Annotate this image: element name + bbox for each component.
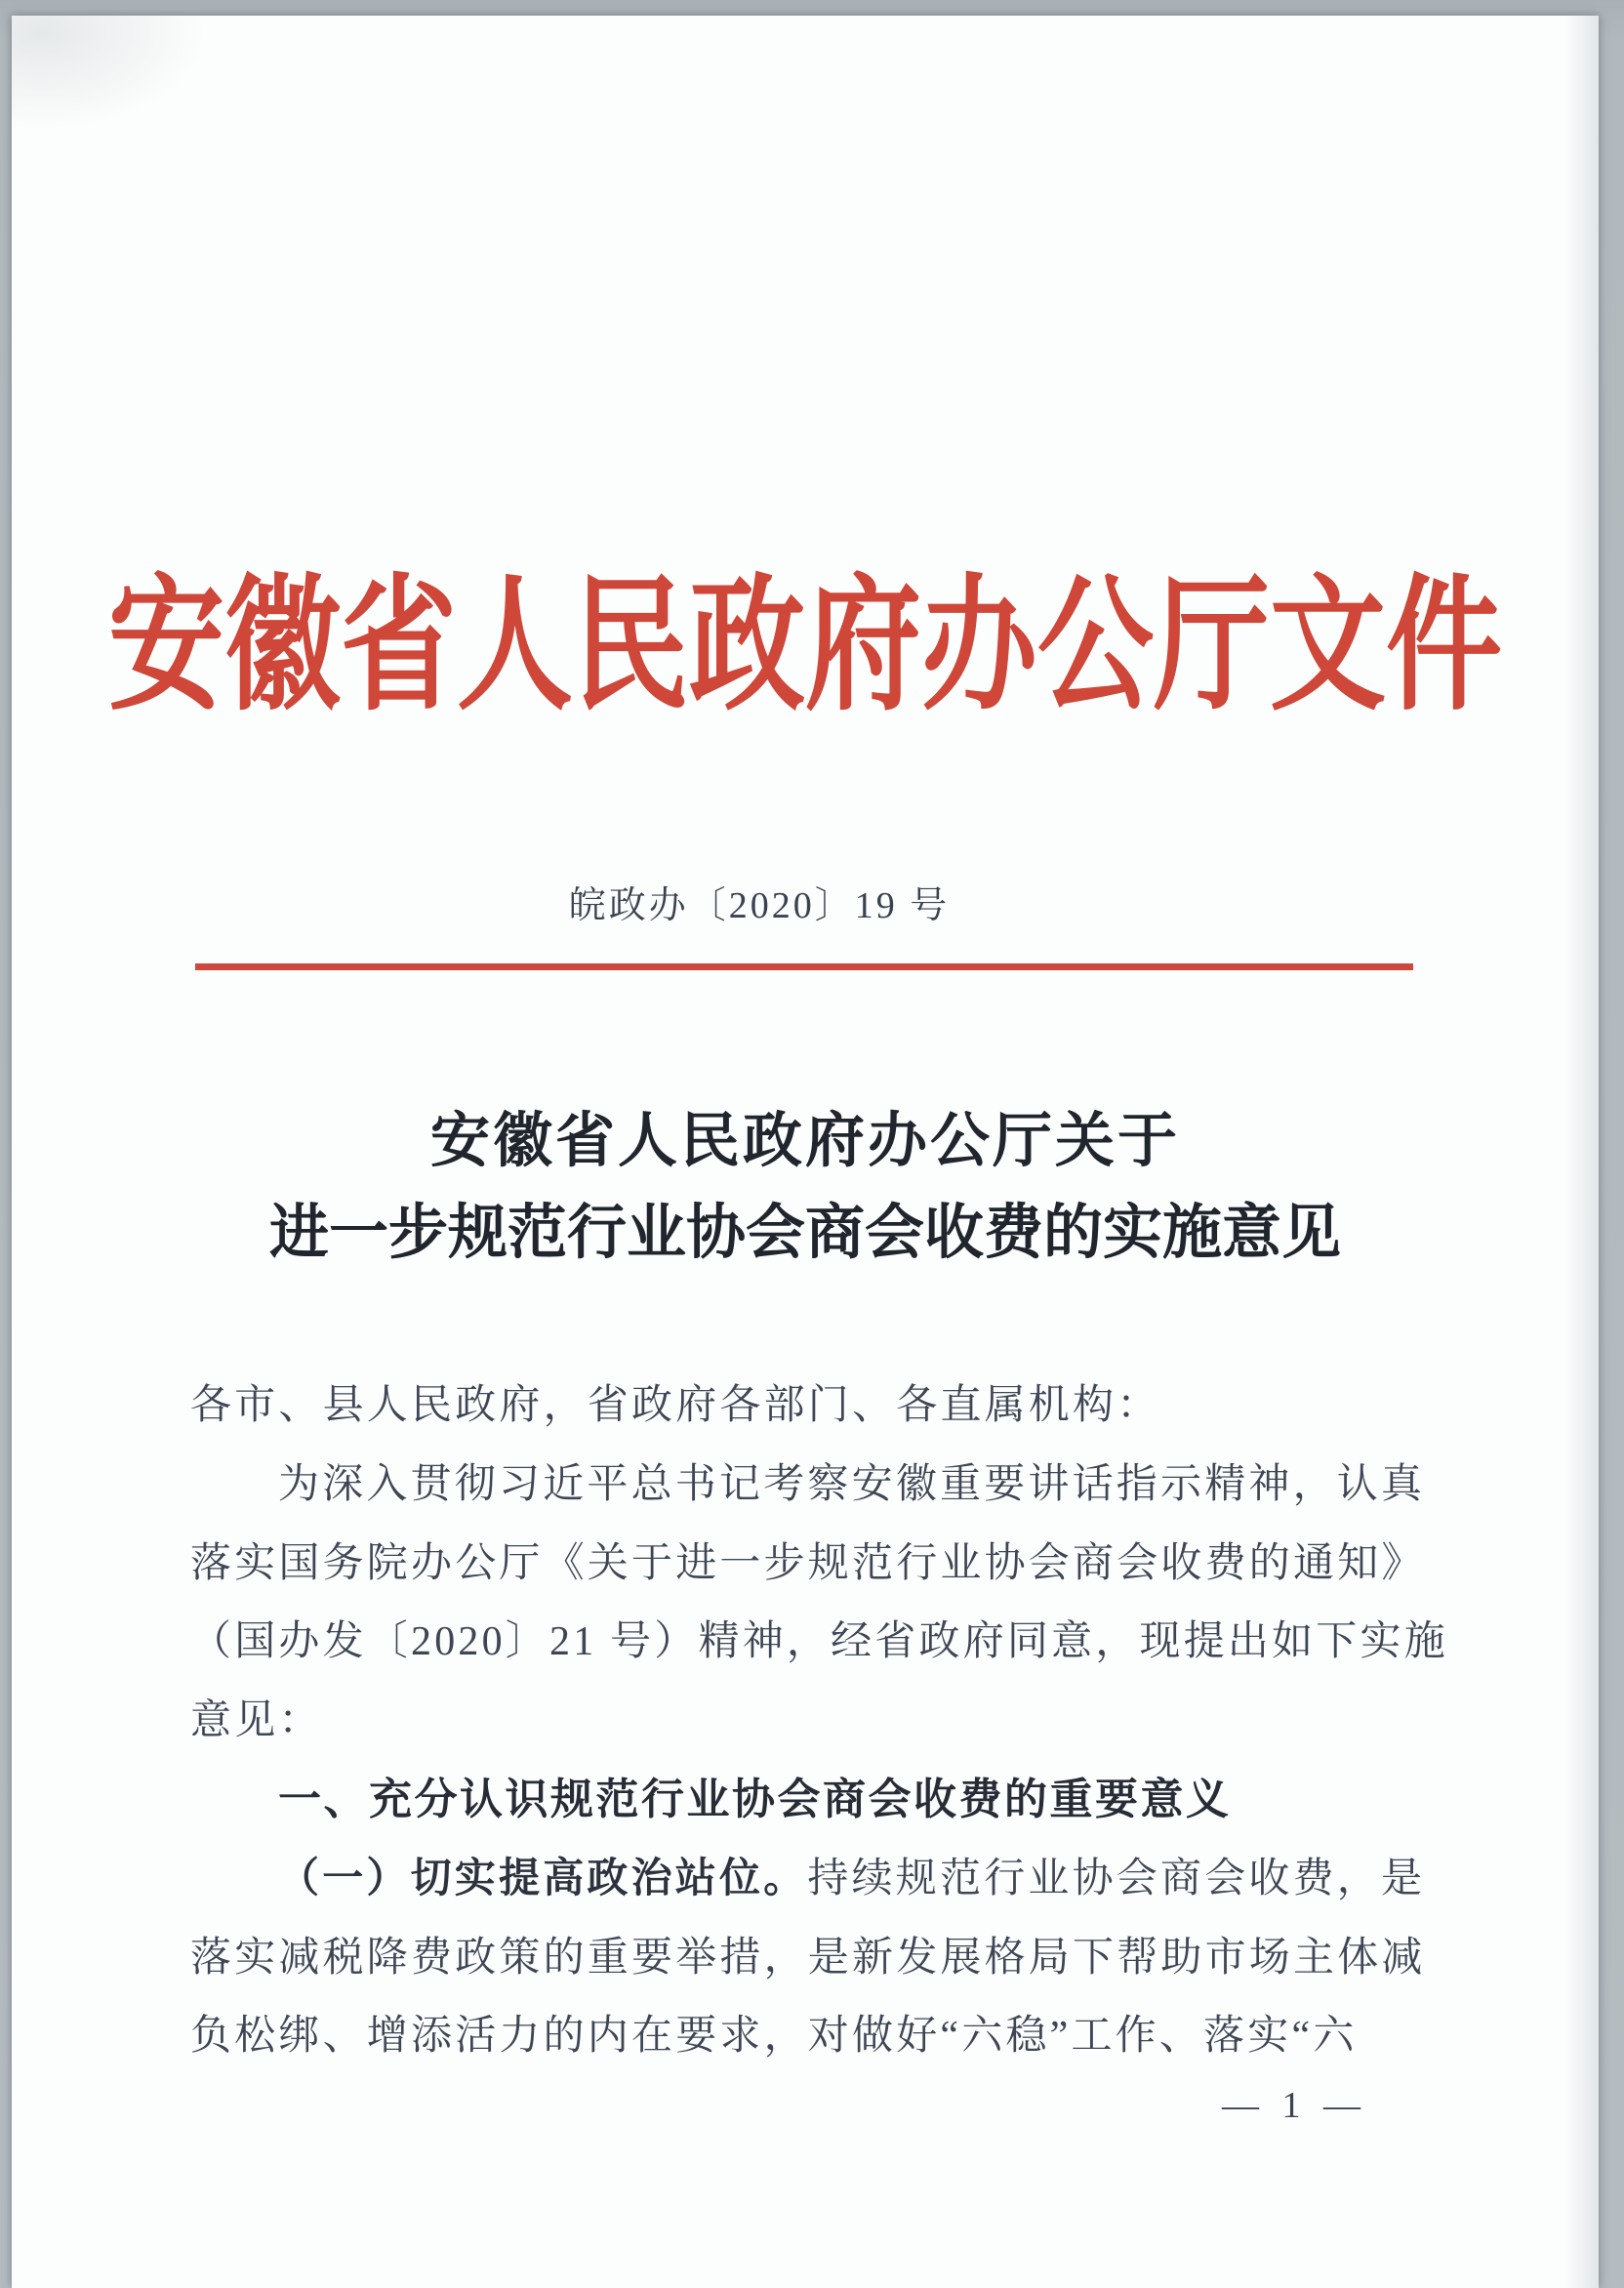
document-number: 皖政办〔2020〕19 号 bbox=[568, 885, 951, 926]
page-number: — 1 — bbox=[1222, 2085, 1367, 2126]
paragraph-line: 为深入贯彻习近平总书记考察安徽重要讲话指示精神，认真 bbox=[278, 1461, 1426, 1507]
paragraph-line bbox=[190, 1840, 1451, 1919]
salutation-line: 各市、县人民政府，省政府各部门、各直属机构： bbox=[190, 1383, 1161, 1428]
paragraph-line: 负松绑、增添活力的内在要求，对做好“六稳”工作、落实“六 bbox=[190, 2014, 1358, 2060]
document-title bbox=[12, 1096, 1599, 1280]
paragraph-line: （国办发〔2020〕21 号）精神，经省政府同意，现提出如下实施 bbox=[190, 1619, 1448, 1665]
document-title-line1: 安徽省人民政府办公厅关于 bbox=[429, 1109, 1180, 1174]
paragraph-text: 持续规范行业协会商会收费，是 bbox=[807, 1856, 1426, 1901]
red-separator-line bbox=[195, 963, 1413, 970]
document-page bbox=[12, 16, 1599, 2288]
paragraph-line: 落实国务院办公厅《关于进一步规范行业协会商会收费的通知》 bbox=[190, 1540, 1426, 1586]
letterhead-title: 安徽省人民政府办公厅文件 bbox=[108, 565, 1502, 728]
section-heading: 一、充分认识规范行业协会商会收费的重要意义 bbox=[278, 1775, 1232, 1823]
paragraph-line: 意见： bbox=[190, 1698, 323, 1744]
document-body bbox=[190, 1367, 1451, 2076]
document-title-line2: 进一步规范行业协会商会收费的实施意见 bbox=[268, 1201, 1341, 1266]
paragraph-line: 落实减税降费政策的重要举措，是新发展格局下帮助市场主体减 bbox=[190, 1935, 1426, 1981]
clause-lead-bold: （一）切实提高政治站位。 bbox=[278, 1856, 808, 1901]
